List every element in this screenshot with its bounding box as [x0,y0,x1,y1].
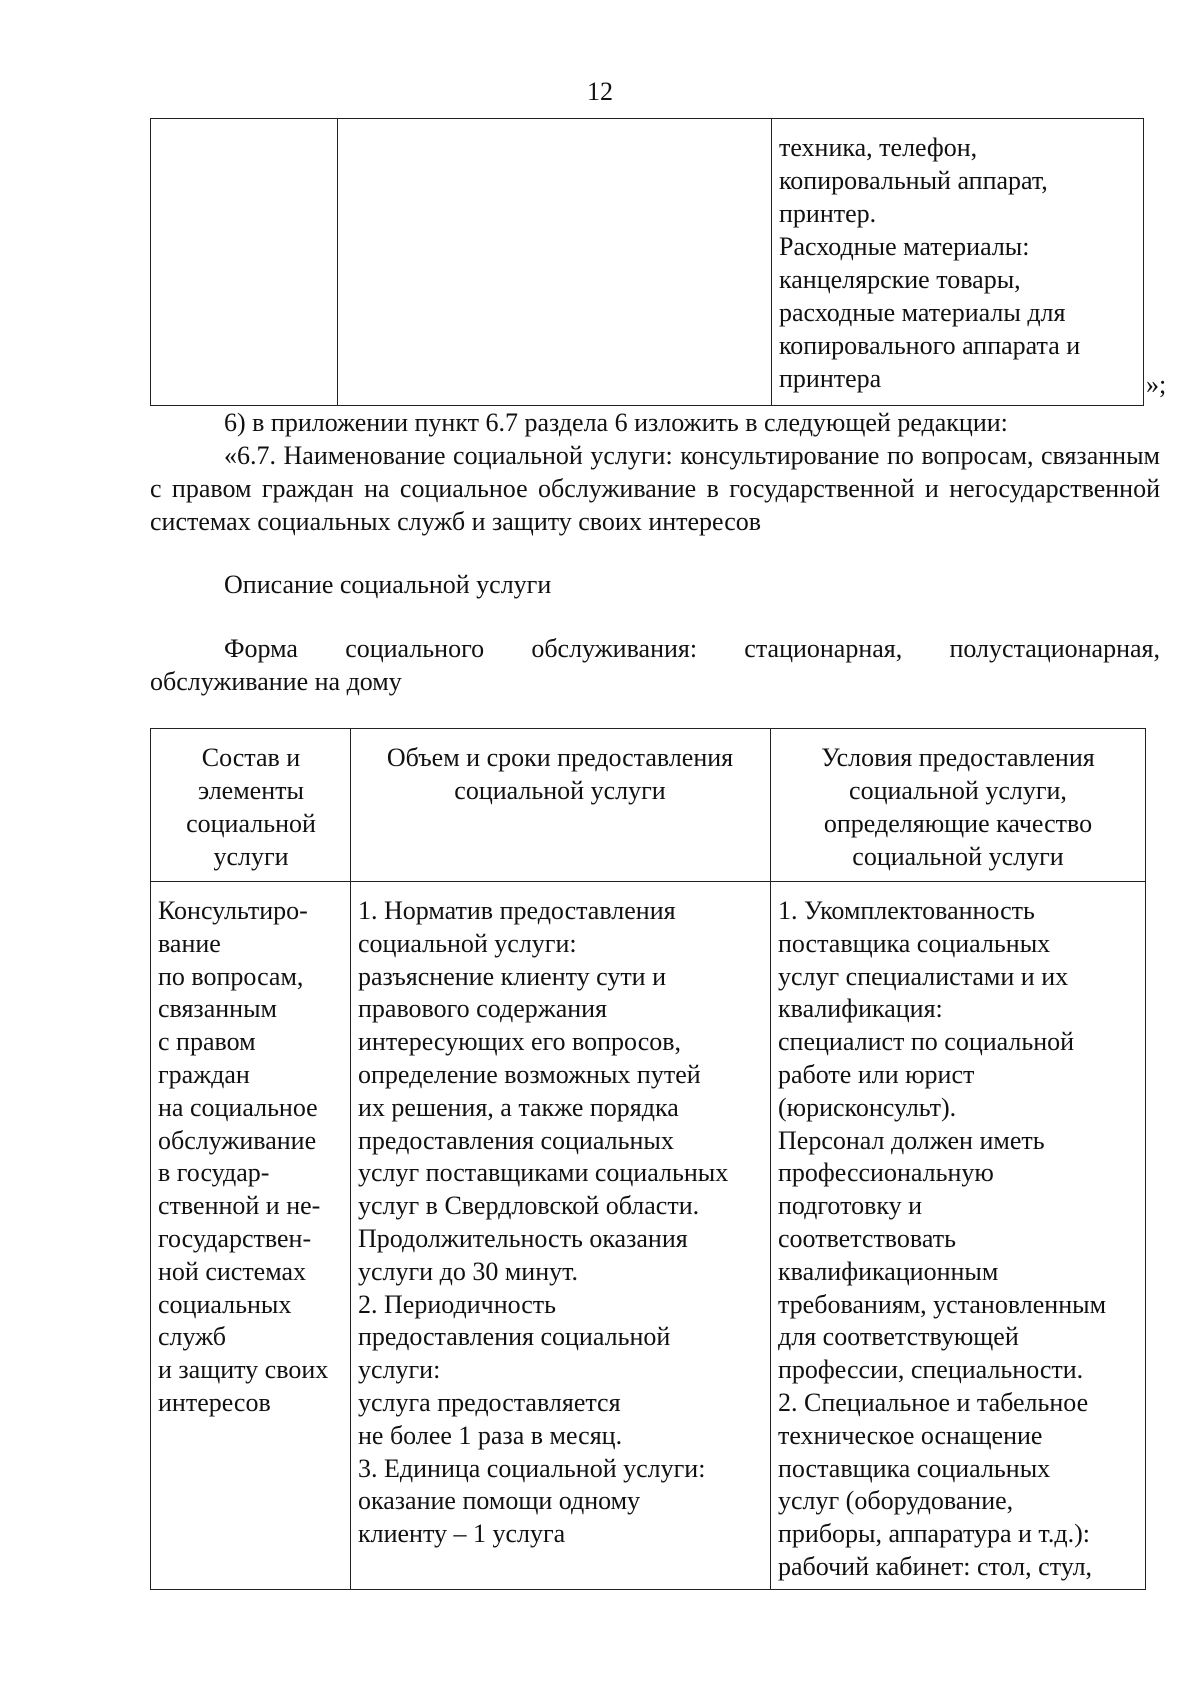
amendment-item-6: 6) в приложении пункт 6.7 раздела 6 изложить в следующей редакции: [224,408,1008,437]
header-conditions: Условия предоставления социальной услуги, определяющие качество социальной услуги [821,743,1095,871]
continuation-table [150,118,1144,406]
equipment-cell: техника, телефон, копировальный аппарат, принтер. Расходные материалы: канцелярские товары, расходные материалы для копировального аппарата и принтера [779,133,1081,393]
cell-volume-terms: 1. Норматив предоставления социальной услуги: разъяснение клиенту сути и правового содержания интересующих его вопросов, определение возможных путей их решения, а также порядка предоставления социальных услуг поставщиками социальных услуг в Свердловской области. Продолжительность оказания услуги до 30 минут. 2. Периодичность предоставления социальной услуги: услуга предоставляется не более 1 раза в месяц. 3. Единица социальной услуги: оказание помощи одному клиенту – 1 услуга [358,896,729,1549]
service-form-paragraph: Форма социального обслуживания: стационарная, полустационарная, обслуживание на дому [150,634,1160,696]
service-name-paragraph: «6.7. Наименование социальной услуги: консультирование по вопросам, связанным с правом граждан на социальное обслуживание в государственной и негосударственной системах социальных служб и защиту своих интересов [150,441,1160,536]
table-divider [350,729,351,1589]
table-divider [337,119,338,405]
description-title: Описание социальной услуги [224,570,552,599]
cell-conditions: 1. Укомплектованность поставщика социальных услуг специалистами и их квалификация: специалист по социальной работе или юрист (юрисконсульт). Персонал должен иметь профессиональную подготовку и соответствовать квалификационным требованиям, установленным для соответствующей профессии, специальности. 2. Специальное и табельное техническое оснащение поставщика социальных услуг (оборудование, приборы, аппаратура и т.д.): рабочий кабинет: стол, стул, [778,896,1107,1581]
page-number: 12 [587,77,613,106]
service-table [150,728,1146,1590]
header-volume-terms: Объем и сроки предоставления социальной услуги [386,743,734,805]
header-composition: Состав и элементы социальной услуги [186,743,316,871]
closing-quote: »; [1146,370,1167,399]
header-divider [151,881,1145,882]
cell-composition: Консультиро- вание по вопросам, связанным с правом граждан на социальное обслуживание в государ- ственной и не- государствен- ной системах социальных служб и защиту своих интересов [158,896,329,1417]
table-divider [771,119,772,405]
